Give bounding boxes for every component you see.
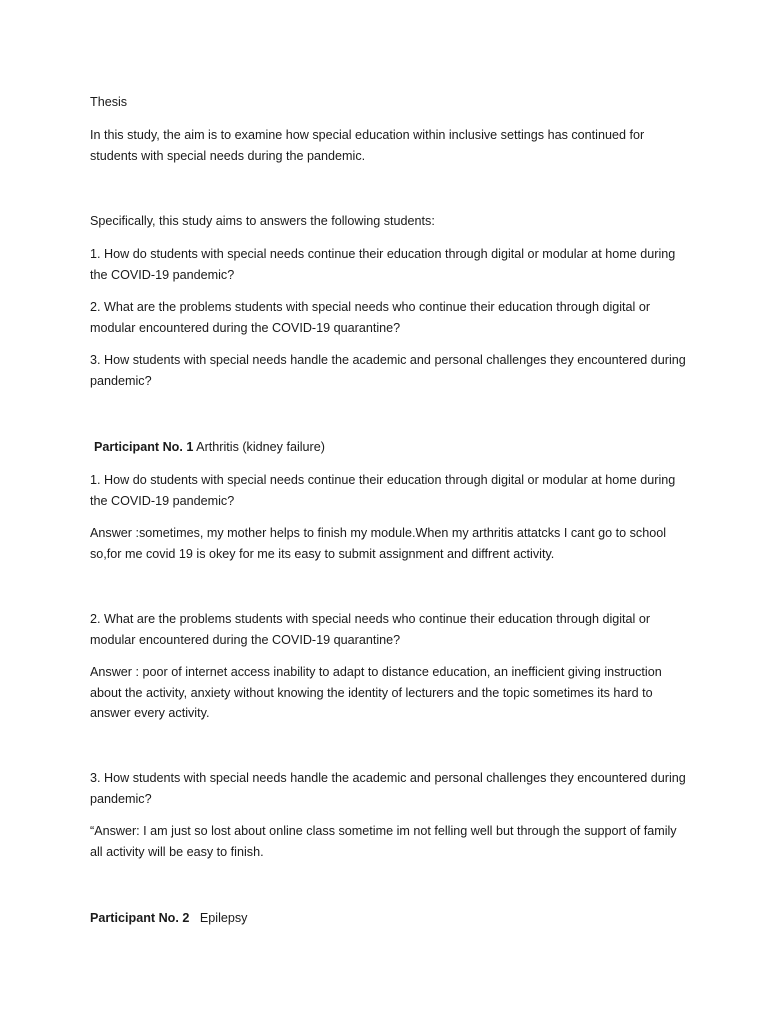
participant-1-heading bbox=[94, 437, 694, 458]
participant-2-condition: Epilepsy bbox=[189, 911, 248, 925]
document-title: Thesis bbox=[90, 95, 128, 109]
participant-1-condition: Arthritis (kidney failure) bbox=[193, 440, 325, 454]
specific-intro: Specifically, this study aims to answers the following students: bbox=[90, 214, 435, 228]
participant-1-answer-3: “Answer: I am just so lost about online class sometime im not felling well but through the support of family all activity will be easy to finish. bbox=[90, 824, 677, 859]
participant-1-question-1: 1. How do students with special needs continue their education through digital or modular at home during the COVID-19 pandemic? bbox=[90, 473, 676, 508]
participant-2-label: Participant No. 2 bbox=[90, 911, 190, 925]
participant-1-question-3: 3. How students with special needs handle the academic and personal challenges they encountered during pandemic? bbox=[90, 771, 686, 806]
participant-1-question-2: 2. What are the problems students with special needs who continue their education through digital or modular encountered during the COVID-19 quarantine? bbox=[90, 612, 651, 647]
participant-2-heading bbox=[90, 908, 690, 929]
participant-1-answer-2: Answer : poor of internet access inability to adapt to distance education, an inefficient giving instruction about the activity, anxiety without knowing the identity of lecturers and the topic sometimes its hard to answer every activity. bbox=[90, 665, 662, 720]
participant-1-answer-1: Answer :sometimes, my mother helps to finish my module.When my arthritis attatcks I cant go to school so,for me covid 19 is okey for me its easy to submit assignment and diffrent activity. bbox=[90, 526, 667, 561]
research-question-1: 1. How do students with special needs continue their education through digital or modular at home during the COVID-19 pandemic? bbox=[90, 247, 676, 282]
aim-paragraph: In this study, the aim is to examine how special education within inclusive settings has continued for students with special needs during the pandemic. bbox=[90, 128, 645, 163]
participant-1-label: Participant No. 1 bbox=[94, 440, 194, 454]
research-question-2: 2. What are the problems students with special needs who continue their education through digital or modular encountered during the COVID-19 quarantine? bbox=[90, 300, 651, 335]
research-question-3: 3. How students with special needs handle the academic and personal challenges they encountered during pandemic? bbox=[90, 353, 686, 388]
